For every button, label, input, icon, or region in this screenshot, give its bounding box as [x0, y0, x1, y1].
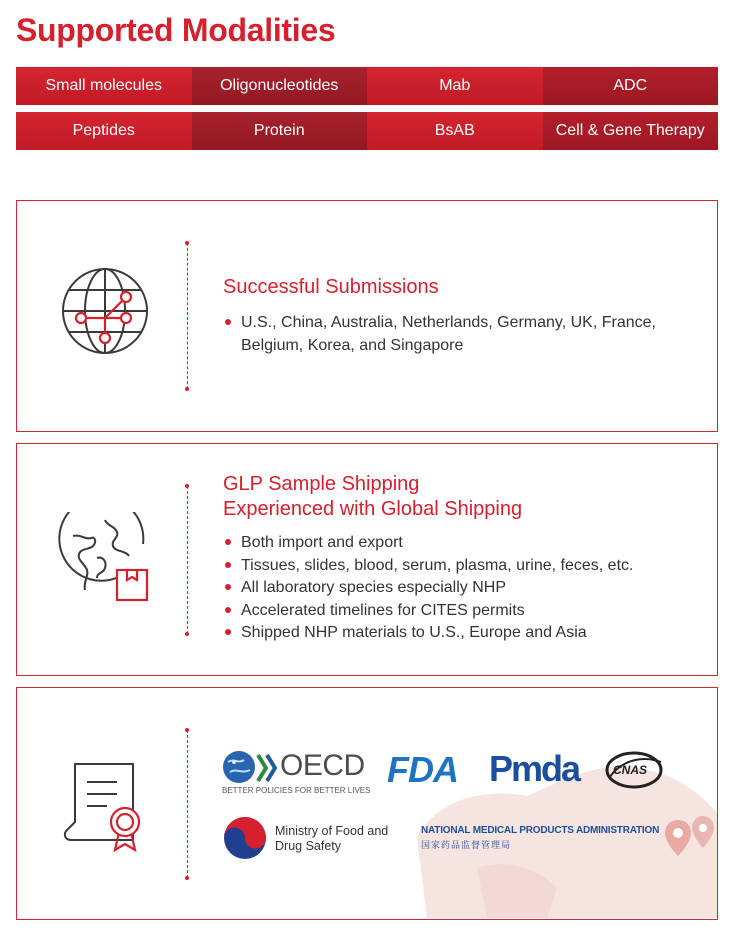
submissions-panel [16, 200, 718, 432]
modality-cell: Protein [192, 112, 368, 150]
panel-divider [187, 243, 188, 389]
shipping-panel [16, 443, 718, 676]
submissions-list [223, 312, 693, 357]
modality-cell: Peptides [16, 112, 192, 150]
list-item: Accelerated timelines for CITES permits [223, 600, 703, 623]
map-pin-icon [663, 818, 693, 858]
shipping-list [223, 532, 703, 645]
panel-divider [187, 730, 188, 878]
list-item: Both import and export [223, 532, 703, 555]
modality-cell: Mab [367, 67, 543, 105]
modality-cell: Small molecules [16, 67, 192, 105]
submissions-heading: Successful Submissions [223, 276, 439, 298]
fda-logo: FDA [387, 749, 458, 790]
shipping-heading-1: GLP Sample Shipping [223, 473, 420, 495]
page-title: Supported Modalities [16, 12, 336, 48]
modality-cell: Cell & Gene Therapy [543, 112, 719, 150]
panel-divider [187, 486, 188, 634]
oecd-name: OECD [280, 749, 365, 782]
nmpa-name-en: NATIONAL MEDICAL PRODUCTS ADMINISTRATION [421, 825, 660, 836]
cnas-logo [605, 750, 663, 790]
globe-network-icon [57, 263, 153, 359]
oecd-globe-icon [222, 750, 256, 784]
certificate-icon [57, 754, 153, 854]
list-item: Tissues, slides, blood, serum, plasma, urine, feces, etc. [223, 555, 703, 578]
list-item: Shipped NHP materials to U.S., Europe and Asia [223, 622, 703, 645]
regulators-panel [16, 687, 718, 920]
oecd-logo [222, 750, 382, 800]
modalities-grid [16, 67, 718, 150]
list-item: U.S., China, Australia, Netherlands, Germany, UK, France, Belgium, Korea, and Singapore [223, 312, 693, 357]
nmpa-name-cn: 国家药品监督管理局 [421, 840, 512, 850]
modality-cell: Oligonucleotides [192, 67, 368, 105]
modality-cell: ADC [543, 67, 719, 105]
cnas-text: CNAS [613, 763, 648, 777]
list-item: All laboratory species especially NHP [223, 577, 703, 600]
shipping-heading-2: Experienced with Global Shipping [223, 498, 523, 520]
mfds-emblem-icon [223, 816, 267, 860]
globe-package-icon [57, 512, 153, 608]
mfds-name-line2: Drug Safety [275, 839, 342, 853]
oecd-chevrons-icon [256, 753, 278, 783]
mfds-name-line1: Ministry of Food and [275, 824, 389, 838]
pmda-logo: Pmda [489, 748, 580, 789]
oecd-tagline: BETTER POLICIES FOR BETTER LIVES [222, 786, 371, 795]
modality-cell: BsAB [367, 112, 543, 150]
